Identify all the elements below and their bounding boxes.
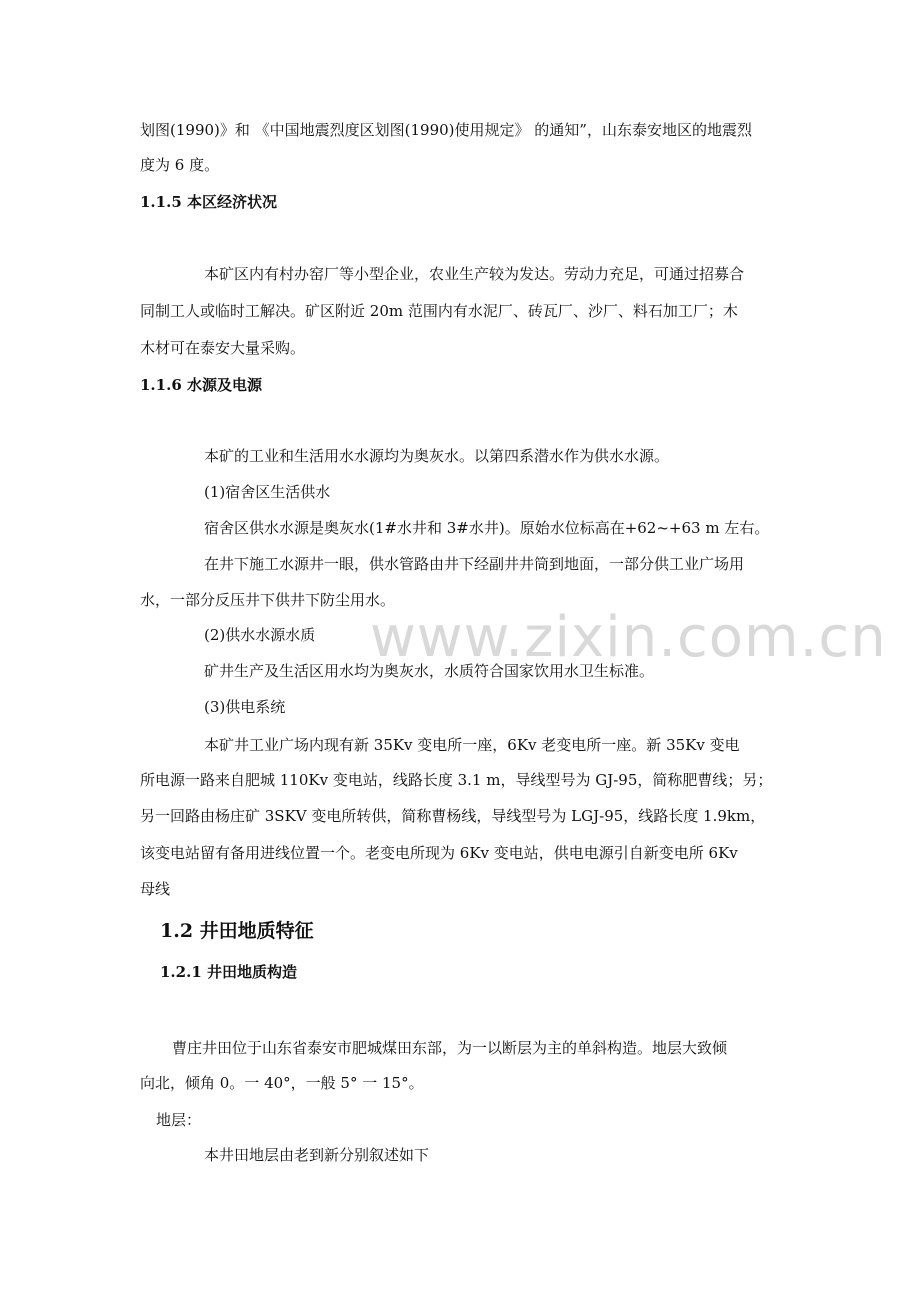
list-item-heading: (2)供水水源水质 xyxy=(204,626,316,644)
watermark: www.zixin.com.cn xyxy=(370,605,887,670)
paragraph-line: 另一回路由杨庄矿 3SKV 变电所转供，简称曹杨线，导线型号为 LGJ-95，线路长度 1.9km， xyxy=(140,807,766,825)
paragraph-line: 向北，倾角 0。一 40°，一般 5° 一 15°。 xyxy=(140,1074,424,1092)
paragraph-line: 矿井生产及生活区用水均为奥灰水，水质符合国家饮用水卫生标准。 xyxy=(204,662,655,680)
paragraph-line: 所电源一路来自肥城 110Kv 变电站，线路长度 3.1 m，导线型号为 GJ-95，简称肥曹线；另； xyxy=(140,771,773,789)
list-item-heading: (3)供电系统 xyxy=(204,698,286,716)
paragraph-line: 度为 6 度。 xyxy=(140,156,220,174)
paragraph-line: 宿舍区供水水源是奥灰水(1#水井和 3#水井)。原始水位标高在+62~+63 m 左右。 xyxy=(204,519,770,537)
list-item-heading: (1)宿舍区生活供水 xyxy=(204,483,331,501)
paragraph-line: 母线 xyxy=(140,880,171,898)
section-heading-1-1-5: 1.1.5 本区经济状况 xyxy=(140,193,277,211)
paragraph-line: 地层： xyxy=(156,1111,202,1129)
section-heading-1-2-1: 1.2.1 井田地质构造 xyxy=(160,963,297,981)
paragraph-line: 同制工人或临时工解决。矿区附近 20m 范围内有水泥厂、砖瓦厂、沙厂、料石加工厂；木 xyxy=(140,302,738,320)
paragraph-line: 曹庄井田位于山东省泰安市肥城煤田东部，为一以断层为主的单斜构造。地层大致倾 xyxy=(172,1039,728,1057)
paragraph-line: 本矿井工业广场内现有新 35Kv 变电所一座，6Kv 老变电所一座。新 35Kv 变电 xyxy=(204,736,740,754)
paragraph-line: 该变电站留有备用进线位置一个。老变电所现为 6Kv 变电站，供电电源引自新变电所 6Kv xyxy=(140,844,738,862)
paragraph-line: 本矿区内有村办窑厂等小型企业，农业生产较为发达。劳动力充足，可通过招募合 xyxy=(204,265,745,283)
paragraph-line: 木材可在泰安大量采购。 xyxy=(140,339,306,357)
paragraph-line: 划图(1990)》和 《中国地震烈度区划图(1990)使用规定》 的通知”，山东泰安地区的地震烈 xyxy=(140,121,752,139)
paragraph-line: 在井下施工水源井一眼，供水管路由井下经副井井筒到地面，一部分供工业广场用 xyxy=(204,555,745,573)
section-heading-1-1-6: 1.1.6 水源及电源 xyxy=(140,376,262,394)
section-heading-1-2: 1.2 井田地质特征 xyxy=(160,920,314,942)
paragraph-line: 本井田地层由老到新分别叙述如下 xyxy=(204,1146,430,1164)
paragraph-line: 本矿的工业和生活用水水源均为奥灰水。以第四系潜水作为供水水源。 xyxy=(204,447,670,465)
paragraph-line: 水，一部分反压井下供井下防尘用水。 xyxy=(140,591,396,609)
